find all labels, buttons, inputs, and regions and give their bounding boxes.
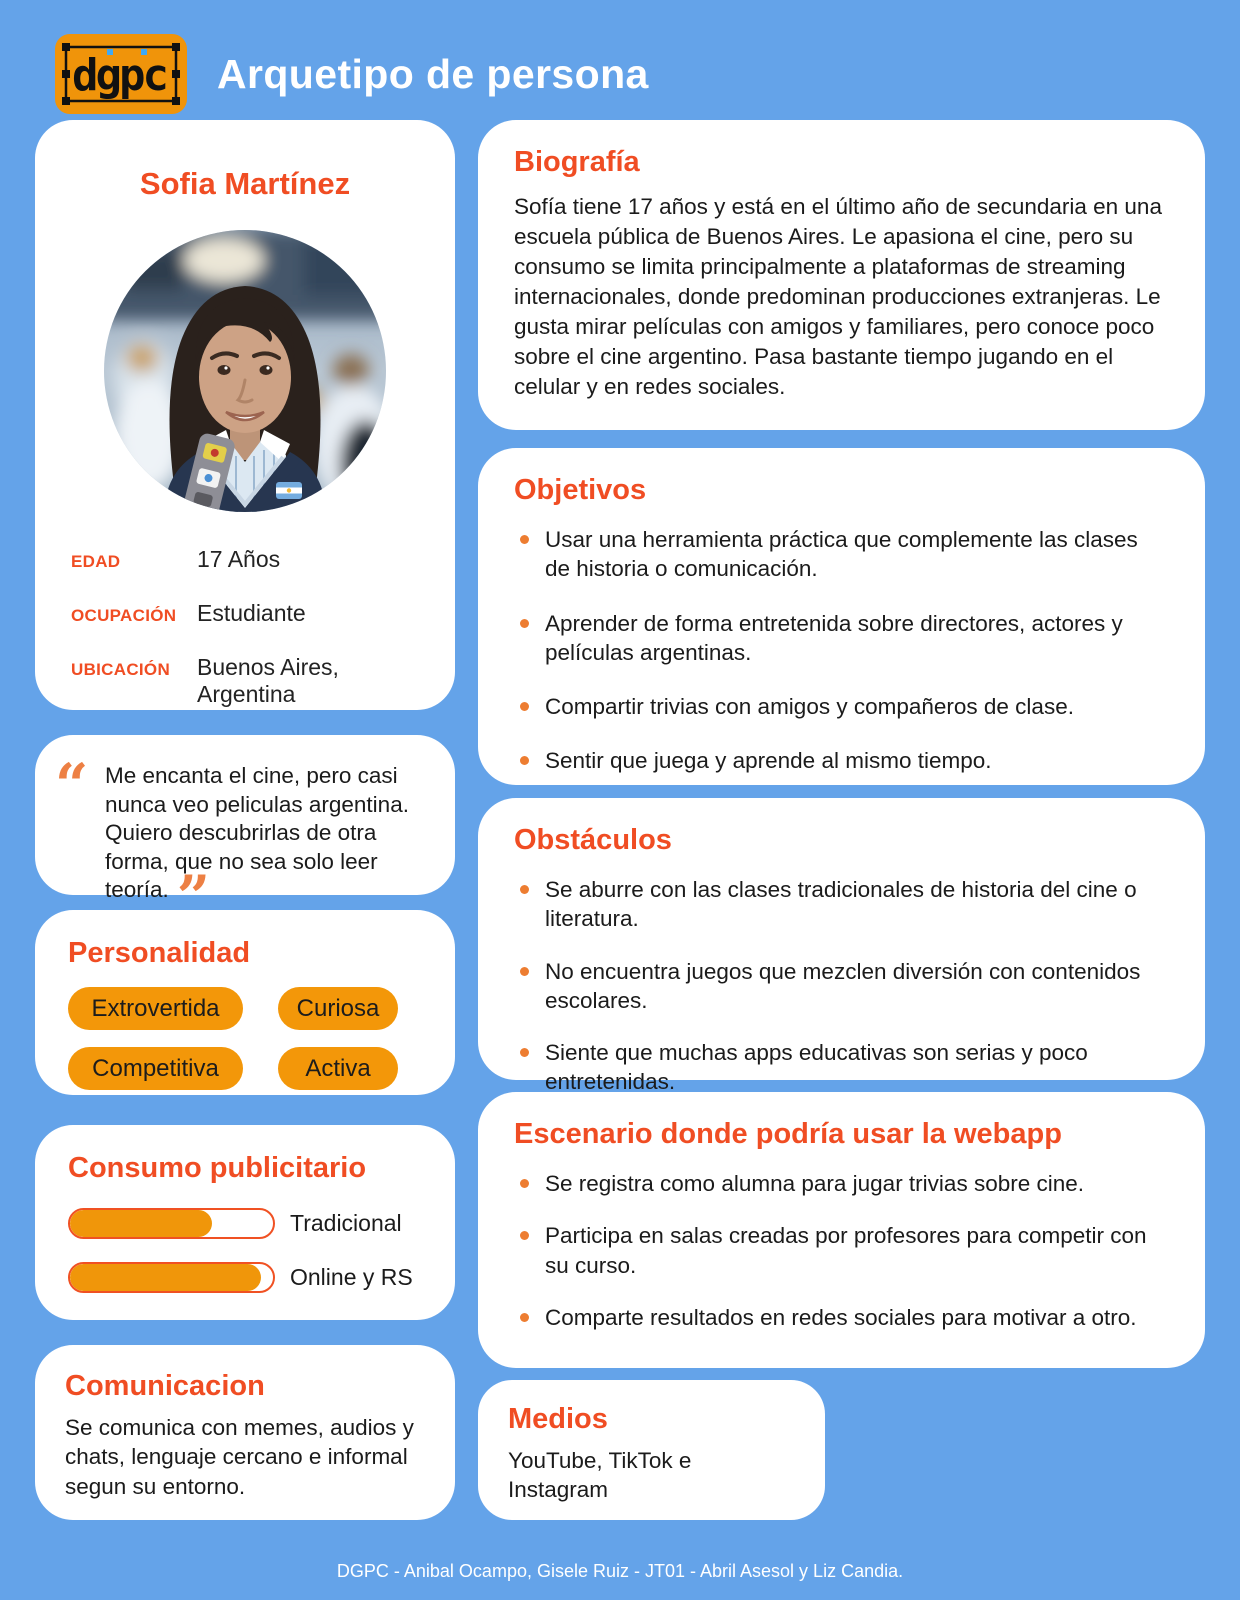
progress-fill	[70, 1210, 212, 1237]
list-item-text: Siente que muchas apps educativas son serias y poco entretenidas.	[545, 1040, 1088, 1095]
progress-fill	[70, 1264, 261, 1291]
persona-name: Sofia Martínez	[139, 166, 351, 201]
list-item-text: Aprender de forma entretenida sobre directores, actores y películas argentinas.	[545, 610, 1123, 665]
bullet-dot-icon	[520, 1231, 529, 1240]
header	[0, 0, 1240, 122]
list-item-text: Sentir que juega y aprende al mismo tiempo.	[545, 748, 992, 774]
pill-row	[68, 1047, 422, 1090]
list-item	[514, 957, 1169, 1016]
left-column	[35, 120, 455, 1520]
profile-fields	[35, 546, 455, 708]
ad-consumption-card	[35, 1125, 455, 1320]
bullet-dot-icon	[520, 619, 529, 628]
scenario-title: Escenario donde podría usar la webapp	[514, 1118, 1062, 1150]
field-label: EDAD	[71, 552, 121, 571]
right-column	[478, 120, 1205, 1520]
progress-track	[68, 1208, 275, 1239]
content-columns	[35, 120, 1205, 1520]
field-ubicacion	[71, 654, 419, 708]
bullet-dot-icon	[520, 885, 529, 894]
dgpc-logo	[55, 34, 187, 114]
trait-pill: Activa	[278, 1047, 398, 1090]
list-item	[514, 1169, 1169, 1198]
list-item-text: Se registra como alumna para jugar trivias sobre cine.	[545, 1171, 1085, 1196]
list-item	[514, 1038, 1169, 1097]
quote-card: “ Me encanta el cine, pero casi nunca veo peliculas argentina. Quiero descubrirlas de otra forma, que no sea solo leer teoría. ”	[35, 735, 455, 895]
bar-label: Online y RS	[290, 1264, 413, 1290]
page-title: Arquetipo de persona	[217, 50, 649, 97]
close-quote-icon: ”	[176, 863, 211, 932]
objectives-card	[478, 448, 1205, 785]
quote-text: Me encanta el cine, pero casi nunca veo peliculas argentina. Quiero descubrirlas de otra forma, que no sea solo leer teoría.	[105, 763, 409, 903]
objectives-list	[514, 525, 1169, 776]
bullet-dot-icon	[520, 1179, 529, 1188]
footer-credits: DGPC - Anibal Ocampo, Gisele Ruiz - JT01 - Abril Asesol y Liz Candia.	[336, 1561, 904, 1581]
media-card	[478, 1380, 825, 1520]
list-item	[514, 692, 1169, 721]
bar-label: Tradicional	[290, 1210, 402, 1236]
progress-track	[68, 1262, 275, 1293]
trait-pill: Curiosa	[278, 987, 398, 1030]
list-item-text: Participa en salas creadas por profesores para competir con su curso.	[545, 1223, 1147, 1278]
objectives-title: Objetivos	[514, 474, 647, 506]
pill-row	[68, 987, 422, 1030]
list-item	[514, 875, 1169, 934]
obstacles-title: Obstáculos	[514, 824, 672, 856]
communication-title: Comunicacion	[65, 1370, 265, 1402]
obstacles-card	[478, 798, 1205, 1095]
biography-card	[478, 120, 1205, 430]
ad-consumption-title: Consumo publicitario	[68, 1152, 367, 1184]
communication-card	[35, 1345, 455, 1520]
field-ocupacion	[71, 600, 419, 627]
list-item	[514, 525, 1169, 584]
list-item-text: No encuentra juegos que mezclen diversión con contenidos escolares.	[545, 958, 1141, 1013]
field-value: Estudiante	[197, 600, 306, 626]
list-item-text: Usar una herramienta práctica que complemente las clases de historia o comunicación.	[545, 527, 1138, 582]
media-text: YouTube, TikTok e Instagram	[508, 1448, 692, 1503]
field-value: Buenos Aires, Argentina	[197, 654, 339, 707]
list-item	[514, 746, 1169, 775]
avatar	[104, 230, 386, 512]
logo-text: dgpc	[72, 50, 166, 101]
media-title: Medios	[508, 1403, 608, 1435]
obstacles-list	[514, 875, 1169, 1097]
field-label: UBICACIÓN	[71, 660, 171, 679]
bullet-dot-icon	[520, 702, 529, 711]
bullet-dot-icon	[520, 1048, 529, 1057]
bullet-dot-icon	[520, 1313, 529, 1322]
quote-paragraph	[105, 762, 429, 932]
biography-title: Biografía	[514, 146, 640, 178]
list-item-text: Comparte resultados en redes sociales para motivar a otro.	[545, 1304, 1137, 1330]
field-value: 17 Años	[197, 546, 281, 572]
list-item	[514, 609, 1169, 668]
list-item-text: Se aburre con las clases tradicionales de historia del cine o literatura.	[545, 877, 1137, 932]
profile-card	[35, 120, 455, 710]
field-label: OCUPACIÓN	[71, 606, 177, 625]
field-edad	[71, 546, 419, 573]
bar-row-tradicional	[68, 1208, 422, 1239]
personality-title: Personalidad	[68, 937, 251, 969]
scenario-list	[514, 1169, 1169, 1332]
communication-text: Se comunica con memes, audios y chats, lenguaje cercano e informal segun su entorno.	[65, 1415, 414, 1499]
bullet-dot-icon	[520, 535, 529, 544]
list-item	[514, 1221, 1169, 1280]
list-item-text: Compartir trivias con amigos y compañeros de clase.	[545, 694, 1074, 719]
list-item	[514, 1303, 1169, 1332]
biography-text: Sofía tiene 17 años y está en el último año de secundaria en una escuela pública de Buenos Aires. Le apasiona el cine, pero su consumo se limita principalmente a plataformas de streaming internacionales, donde predominan producciones extranjeras. Le gusta mirar películas con amigos y familiares, pero conoce poco sobre el cine argentino. Pasa bastante tiempo jugando en el celular y en redes sociales.	[514, 194, 1162, 399]
trait-pill: Competitiva	[68, 1047, 243, 1090]
avatar-photo-illustration	[104, 230, 386, 512]
scenario-card	[478, 1092, 1205, 1368]
trait-pill: Extrovertida	[68, 987, 243, 1030]
bar-row-online	[68, 1262, 422, 1293]
bullet-dot-icon	[520, 756, 529, 765]
bullet-dot-icon	[520, 967, 529, 976]
personality-card	[35, 910, 455, 1095]
